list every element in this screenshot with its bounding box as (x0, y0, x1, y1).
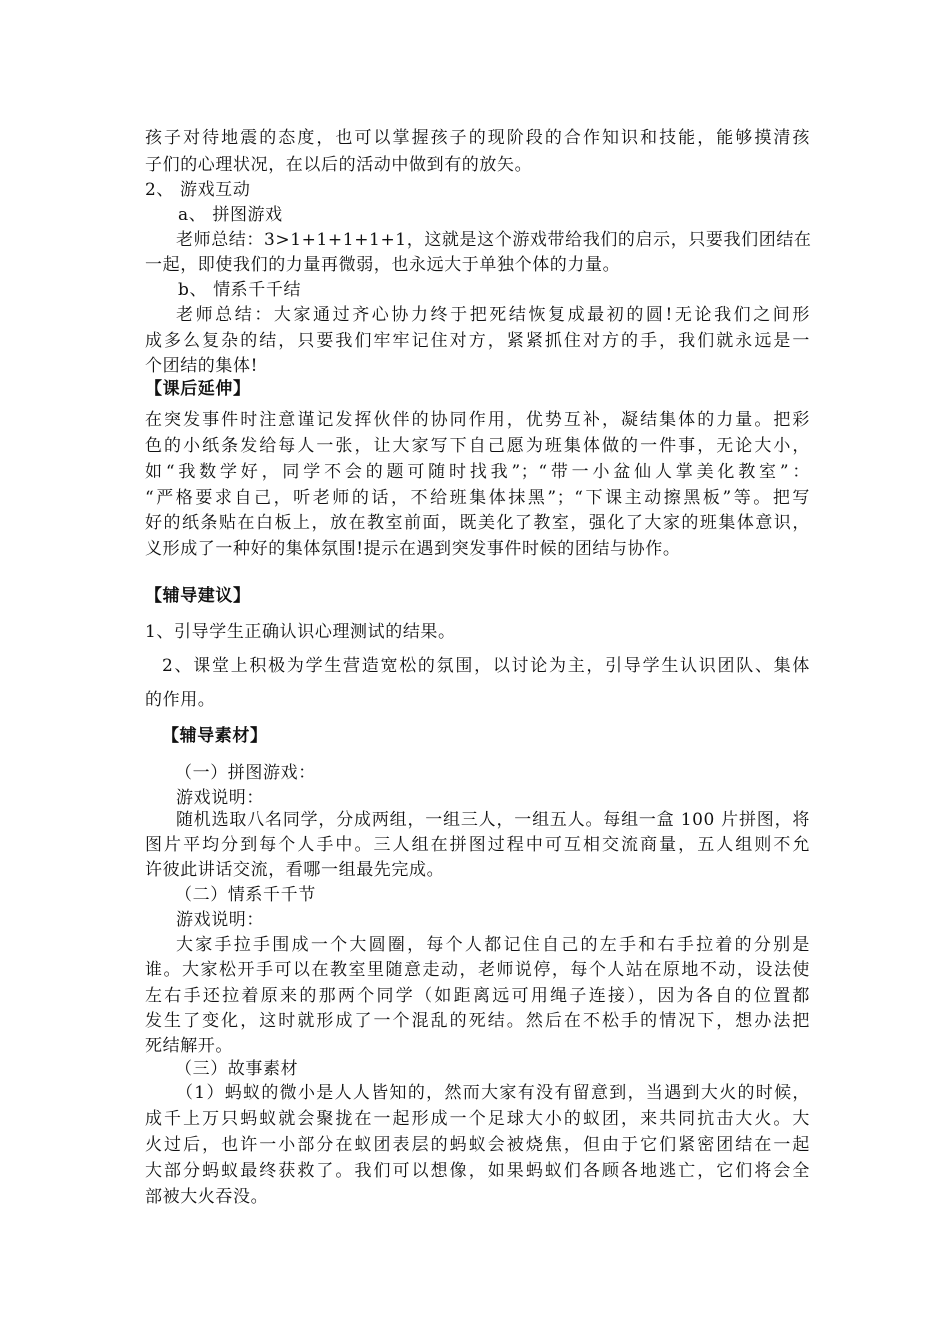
paragraph-line: 的作用。 (145, 690, 216, 710)
paragraph-line: 义形成了一种好的集体氛围!提示在遇到突发事件时候的团结与协作。 (145, 539, 681, 559)
paragraph-line: 个团结的集体! (145, 356, 259, 376)
paragraph-line: 子们的心理状况，在以后的活动中做到有的放矢。 (145, 155, 533, 175)
paragraph-line: 发生了变化，这时就形成了一个混乱的死结。然后在不松手的情况下，想办法把 (145, 1011, 810, 1031)
paragraph-line: 部被大火吞没。 (145, 1187, 269, 1207)
paragraph-line: 成多么复杂的结，只要我们牢牢记住对方，紧紧抓住对方的手，我们就永远是一 (145, 331, 810, 351)
material-heading: （一）拼图游戏： (175, 763, 316, 783)
material-label: 游戏说明： (176, 910, 264, 930)
paragraph-line: 好的纸条贴在白板上，放在教室前面，既美化了教室，强化了大家的班集体意识， (145, 513, 810, 533)
section-title-materials: 【辅导素材】 (162, 726, 268, 746)
paragraph-line: 随机选取八名同学，分成两组，一组三人，一组五人。每组一盒 100 片拼图，将 (176, 810, 810, 830)
paragraph-line: 成千上万只蚂蚁就会聚拢在一起形成一个足球大小的蚁团，来共同抗击大火。大 (145, 1109, 810, 1129)
section-heading: 2、 游戏互动 (145, 180, 251, 200)
paragraph-line: 许彼此讲话交流，看哪一组最先完成。 (145, 860, 445, 880)
paragraph-line: 火过后，也许一小部分在蚁团表层的蚂蚁会被烧焦，但由于它们紧密团结在一起 (145, 1135, 810, 1155)
section-title-suggestions: 【辅导建议】 (145, 586, 251, 606)
paragraph-line: 左右手还拉着原来的那两个同学（如距离远可用绳子连接），因为各自的位置都 (145, 986, 810, 1006)
list-item: 2、课堂上积极为学生营造宽松的氛围，以讨论为主，引导学生认识团队、集体 (162, 656, 810, 676)
list-item: 1、引导学生正确认识心理测试的结果。 (145, 622, 456, 642)
subsection-heading: a、 拼图游戏 (178, 205, 283, 225)
paragraph-line: 老师总结：大家通过齐心协力终于把死结恢复成最初的圆!无论我们之间形 (176, 305, 810, 325)
paragraph-line: 在突发事件时注意谨记发挥伙伴的协同作用，优势互补，凝结集体的力量。把彩 (145, 410, 810, 430)
paragraph-line: 图片平均分到每个人手中。三人组在拼图过程中可互相交流商量，五人组则不允 (145, 835, 810, 855)
paragraph-line: 色的小纸条发给每人一张，让大家写下自己愿为班集体做的一件事，无论大小， (145, 436, 810, 456)
paragraph-line: 死结解开。 (145, 1036, 233, 1056)
material-heading: （二）情系千千节 (175, 885, 316, 905)
material-heading: （三）故事素材 (175, 1059, 299, 1079)
paragraph-line: “严格要求自己，听老师的话，不给班集体抹黑”；“下课主动擦黑板”等。把写 (145, 488, 810, 508)
paragraph-line: 如“我数学好，同学不会的题可随时找我”；“带一小盆仙人掌美化教室”： (145, 462, 810, 482)
paragraph-line: 大家手拉手围成一个大圆圈，每个人都记住自己的左手和右手拉着的分别是 (176, 935, 810, 955)
subsection-heading: b、 情系千千结 (178, 280, 302, 300)
paragraph-line: 一起，即使我们的力量再微弱，也永远大于单独个体的力量。 (145, 255, 621, 275)
paragraph-line: 谁。大家松开手可以在教室里随意走动，老师说停，每个人站在原地不动，设法使 (145, 960, 810, 980)
section-title-extension: 【课后延伸】 (145, 379, 251, 399)
paragraph-line: 大部分蚂蚁最终获救了。我们可以想像，如果蚂蚁们各顾各地逃亡，它们将会全 (145, 1161, 810, 1181)
paragraph-line: 老师总结：3>1+1+1+1+1，这就是这个游戏带给我们的启示，只要我们团结在 (176, 230, 812, 250)
paragraph-line: 孩子对待地震的态度，也可以掌握孩子的现阶段的合作知识和技能，能够摸清孩 (145, 128, 810, 148)
paragraph-line: （1）蚂蚁的微小是人人皆知的，然而大家有没有留意到，当遇到大火的时候， (176, 1083, 810, 1103)
material-label: 游戏说明： (176, 788, 264, 808)
